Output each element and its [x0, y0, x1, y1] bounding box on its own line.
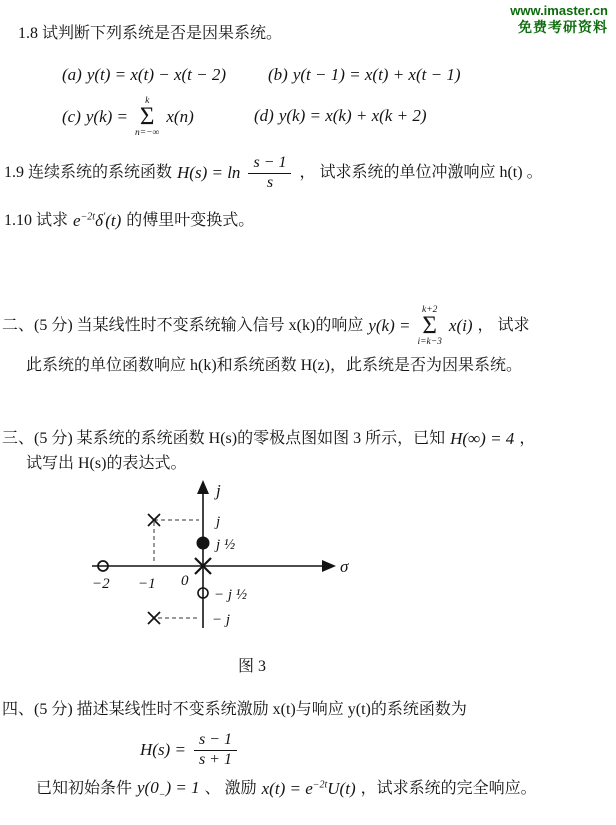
sec2-suffix: ， 试求 — [477, 316, 530, 334]
sec2-rhs: x(i) — [448, 315, 473, 335]
item-label-d: (d) — [254, 106, 274, 125]
item-label-c: (c) — [62, 106, 81, 126]
formula-c-lhs: y(k) = — [85, 106, 129, 126]
p110-expression — [73, 210, 121, 232]
formula-1-8b — [268, 64, 461, 86]
dot-jhalf — [197, 537, 209, 549]
x-exponent: −2t — [312, 779, 328, 791]
section-2-line1 — [2, 300, 530, 352]
item-label-a: (a) — [62, 65, 82, 84]
cond-sub-minus: − — [158, 789, 166, 801]
p110-prefix: 1.10 试求 — [4, 211, 69, 229]
section-3-line2: 试写出 H(s)的表达式。 — [26, 455, 187, 472]
sec4-hs-lhs: H(s) = — [140, 739, 186, 759]
section-2-line2: 此系统的单位函数响应 h(k)和系统函数 H(z)，此系统是否为因果系统。 — [26, 357, 522, 374]
formula-1-8c — [62, 92, 194, 142]
sec4-cond-pre: 已知初始条件 — [36, 779, 133, 797]
formula-1-8d — [254, 105, 426, 127]
e-exponent: −2t — [80, 211, 96, 223]
sec4-excitation — [262, 778, 356, 800]
delta-prime: ′ — [103, 211, 106, 223]
section-3-line1 — [2, 428, 535, 450]
sum-lower-limit: i=k−3 — [417, 336, 442, 347]
x-tail: U(t) — [327, 779, 356, 799]
formula-a: y(t) = x(t) − x(t − 2) — [86, 65, 227, 84]
e-base: e — [73, 211, 81, 230]
p19-fraction — [248, 154, 291, 192]
figure-3-pole-zero-plot — [78, 478, 388, 683]
real-axis-label: σ — [340, 557, 349, 576]
imaginary-axis-arrow — [197, 480, 209, 494]
x-pre: x(t) = e — [261, 779, 313, 799]
watermark-url: www.imaster.cn — [510, 3, 608, 18]
tick-label-neg1: −1 — [138, 576, 156, 592]
section-4-line1: 四、(5 分) 描述某线性时不变系统激励 x(t)与响应 y(t)的系统函数为 — [2, 701, 467, 718]
fraction-numerator: s − 1 — [194, 731, 237, 750]
tick-label-neg-j: − j — [212, 612, 231, 628]
sec3-math: H(∞) = 4 — [450, 429, 515, 448]
section-4-line3 — [36, 777, 537, 801]
fraction-denominator: s — [266, 173, 274, 191]
watermark — [510, 3, 608, 37]
sum-upper-limit: k+2 — [421, 304, 438, 315]
sum-upper-limit: k — [145, 95, 150, 106]
argument: (t) — [105, 211, 122, 230]
sec4-fraction — [194, 731, 237, 769]
formula-1-8a — [62, 64, 226, 86]
item-label-b: (b) — [268, 65, 288, 84]
summation-sec2 — [417, 305, 441, 347]
p19-hs: H(s) = ln — [177, 162, 241, 182]
sec3-pre: 三、(5 分) 某系统的系统函数 H(s)的零极点图如图 3 所示，已知 — [2, 429, 446, 447]
sum-lower-limit: n=−∞ — [135, 127, 160, 138]
sec3-tail: ， — [519, 429, 536, 447]
fraction-numerator: s − 1 — [248, 154, 291, 173]
cond-y: y(0 — [137, 778, 159, 797]
tick-label-neg-jhalf: − j ½ — [214, 587, 248, 603]
section-4-formula — [140, 726, 240, 774]
tick-label-neg2: −2 — [92, 576, 110, 592]
fraction-denominator: s + 1 — [198, 750, 232, 768]
formula-c-rhs: x(n) — [166, 106, 194, 126]
sec2-prefix: 二、(5 分) 当某线性时不变系统输入信号 x(k)的响应 — [2, 316, 364, 334]
sec2-lhs: y(k) = — [368, 315, 411, 335]
problem-1-10 — [4, 210, 254, 232]
real-axis-arrow — [322, 560, 336, 572]
imaginary-axis-label: j — [216, 481, 221, 500]
sec4-mid: 、 激励 — [204, 779, 257, 797]
formula-b: y(t − 1) = x(t) + x(t − 1) — [292, 65, 461, 84]
p19-prefix: 1.9 连续系统的系统函数 — [4, 163, 173, 181]
problem-1-8-heading: 1.8 试判断下列系统是否是因果系统。 — [18, 25, 283, 42]
sigma-symbol: Σ — [139, 103, 155, 131]
sec4-suffix: ，试求系统的完全响应。 — [360, 779, 537, 797]
tick-label-zero: 0 — [181, 573, 189, 589]
formula-d: y(k) = x(k) + x(k + 2) — [278, 106, 427, 125]
problem-1-9 — [4, 150, 543, 196]
figure-caption: 图 3 — [238, 658, 267, 675]
sec4-initial-condition — [137, 777, 200, 801]
p19-suffix: ， 试求系统的单位冲激响应 h(t) 。 — [299, 163, 543, 181]
cond-tail: ) = 1 — [165, 778, 200, 797]
summation-c — [135, 96, 159, 138]
p110-suffix: 的傅里叶变换式。 — [126, 211, 255, 229]
tick-label-jhalf: j ½ — [216, 537, 236, 553]
tick-label-j: j — [216, 514, 221, 530]
watermark-text: 免费考研资料 — [518, 19, 608, 36]
delta-symbol: δ — [95, 211, 103, 230]
sigma-symbol: Σ — [422, 312, 437, 340]
